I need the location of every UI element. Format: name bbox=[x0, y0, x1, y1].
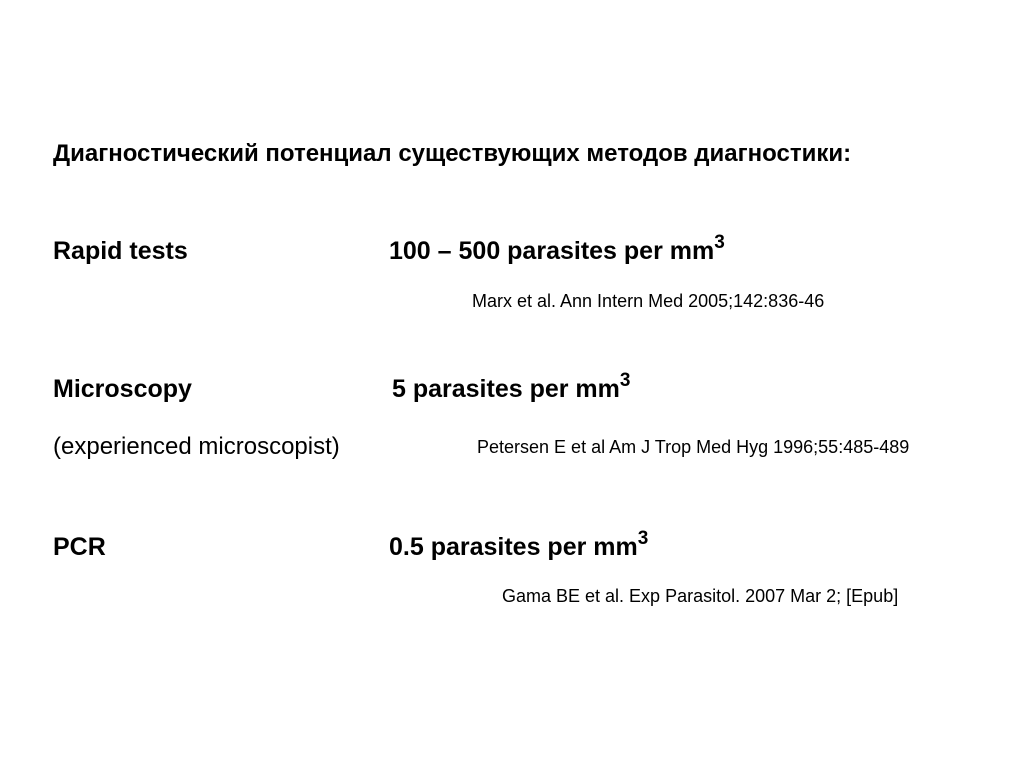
method-value-pcr bbox=[389, 527, 649, 562]
value-text: 5 parasites per mm bbox=[392, 375, 620, 403]
method-name-pcr: PCR bbox=[53, 533, 106, 561]
reference-pcr: Gama BE et al. Exp Parasitol. 2007 Mar 2; [Epub] bbox=[502, 586, 899, 606]
method-name-rapid-tests: Rapid tests bbox=[53, 237, 188, 265]
method-note-microscopy: (experienced microscopist) bbox=[53, 433, 340, 460]
superscript: 3 bbox=[637, 527, 649, 549]
superscript: 3 bbox=[619, 369, 631, 391]
value-text: 100 – 500 parasites per mm bbox=[389, 237, 715, 265]
method-name-microscopy: Microscopy bbox=[53, 375, 192, 403]
superscript: 3 bbox=[714, 231, 725, 253]
method-value-microscopy bbox=[392, 369, 631, 404]
reference-rapid-tests: Marx et al. Ann Intern Med 2005;142:836-46 bbox=[472, 291, 825, 311]
reference-microscopy: Petersen E et al Am J Trop Med Hyg 1996;55:485-489 bbox=[477, 437, 910, 457]
value-text: 0.5 parasites per mm bbox=[389, 533, 638, 561]
slide-heading: Диагностический потенциал существующих методов диагностики: bbox=[53, 140, 852, 167]
method-value-rapid-tests bbox=[389, 231, 725, 266]
